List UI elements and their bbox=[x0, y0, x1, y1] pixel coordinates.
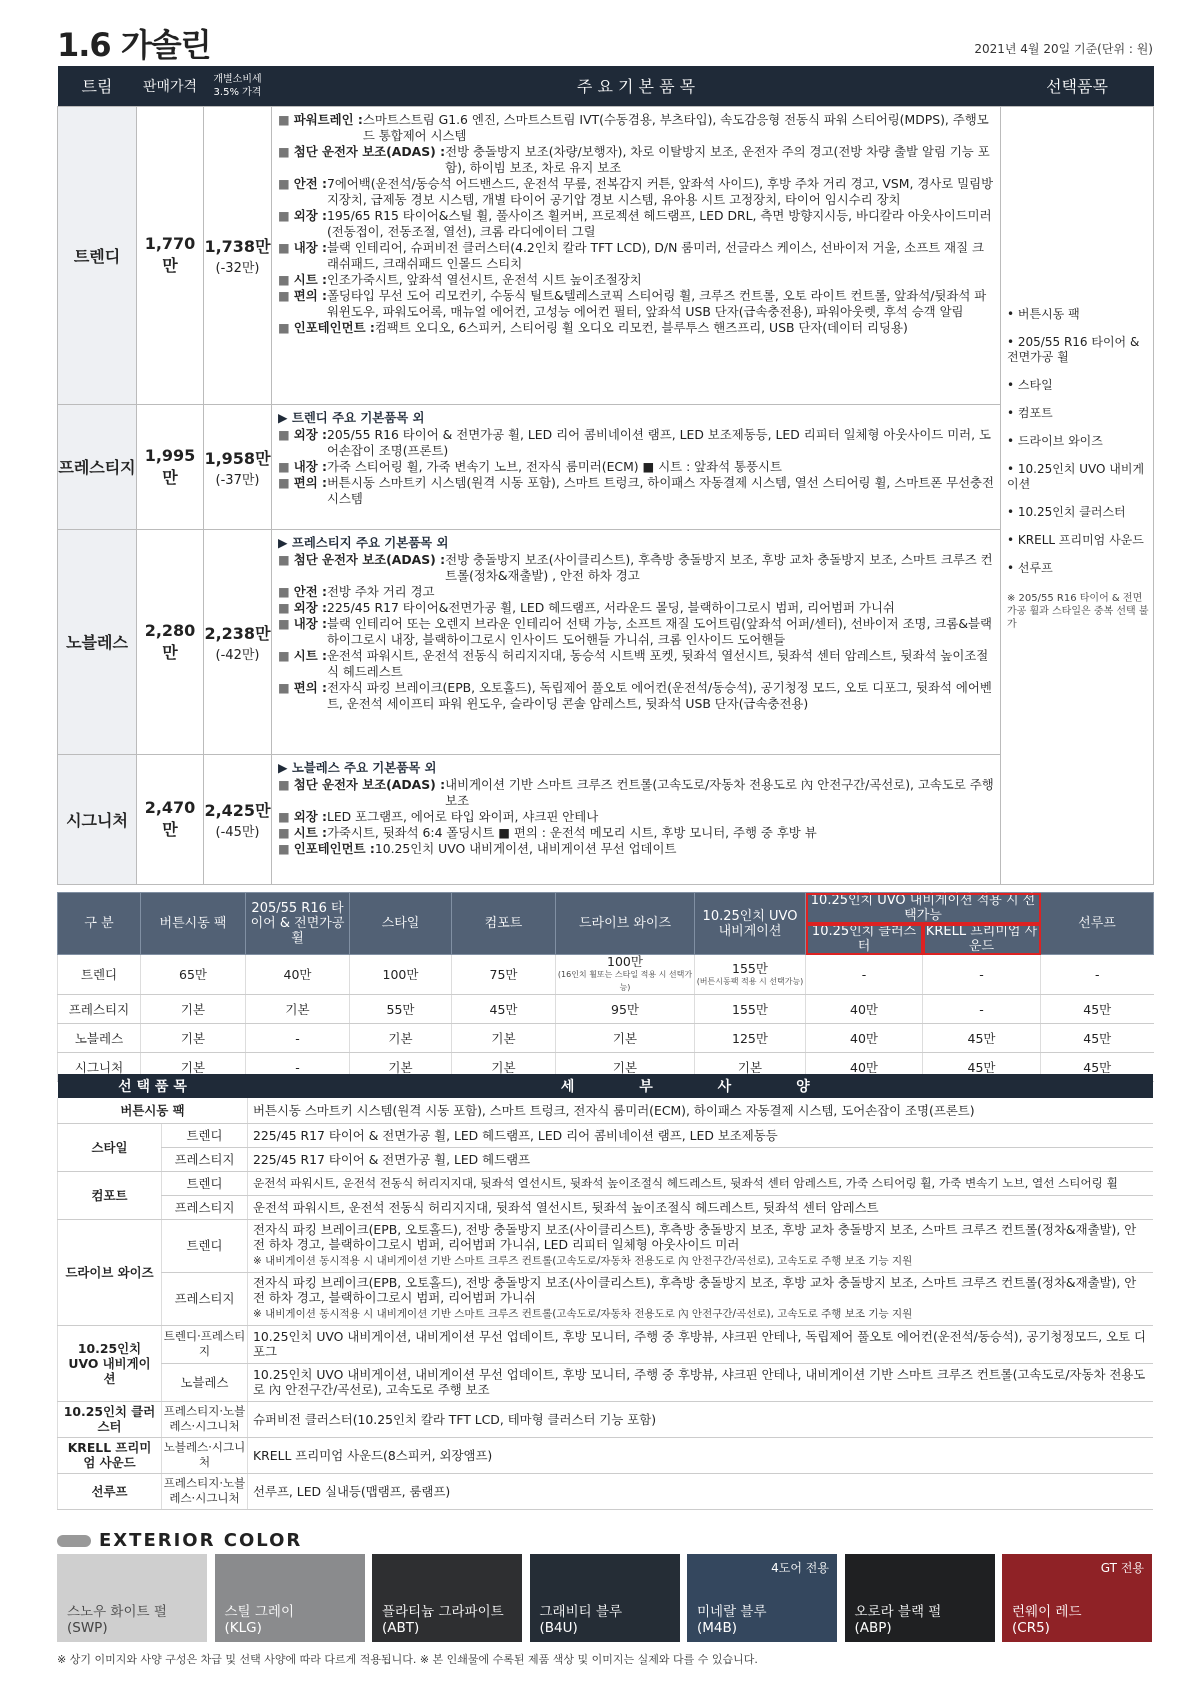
det-drive-trim2: 프레스티지 bbox=[162, 1272, 248, 1325]
opt-col-10: 선루프 bbox=[1041, 893, 1154, 955]
det-style-name: 스타일 bbox=[58, 1123, 162, 1171]
option-price-cell: - bbox=[806, 955, 923, 995]
det-nav-trim1: 트렌디·프레스티지 bbox=[162, 1325, 248, 1363]
tax-price: 2,238만 (-42만) bbox=[204, 529, 272, 754]
det-style-trim2: 프레스티지 bbox=[162, 1147, 248, 1171]
spec-row bbox=[58, 404, 1154, 529]
feature-item: ■ 편의 : 폴딩타입 무선 도어 리모컨키, 수동식 틸트&텔레스코픽 스티어링 휠, 크루즈 컨트롤, 오토 라이트 컨트롤, 앞좌석/뒷좌석 파워윈도우, 파워도어록, 매뉴얼 에어컨, 고성능 에어컨 필터, 앞좌석 USB 단자(급속충전용), 파워아웃렛, 후석 승객 알림 bbox=[278, 288, 994, 320]
feature-item: ■ 외장 : 195/65 R15 타이어&스틸 휠, 풀사이즈 휠커버, 프로젝션 헤드램프, LED DRL, 측면 방향지시등, 바디칼라 아웃사이드미러(전동접이, 전동조절, 열선), 크롬 라디에이터 그릴 bbox=[278, 208, 994, 240]
color-swatch bbox=[845, 1554, 995, 1642]
det-sunroof-name: 선루프 bbox=[58, 1473, 162, 1509]
color-name: 미네랄 블루 (M4B) bbox=[697, 1604, 767, 1636]
option-price-cell: 기본 bbox=[141, 1024, 246, 1053]
option-price-cell: 노블레스 bbox=[58, 1024, 141, 1053]
option-price-cell: 45만 bbox=[1041, 995, 1154, 1024]
det-drive-name: 드라이브 와이즈 bbox=[58, 1219, 162, 1325]
det-drive-spec1: 전자식 파킹 브레이크(EPB, 오토홀드), 전방 충돌방지 보조(사이클리스트), 후측방 충돌방지 보조, 후방 교차 충돌방지 보조, 스마트 크루즈 컨트롤(정차&재출발), 안전 하차 경고, 블랙하이그로시 범퍼, 리어범퍼 가니쉬, LED 리피터 일체형 아웃사이드 미러 ※ 내비게이션 동시적용 시 내비게이션 기반 스마트 크루즈 컨트롤(고속도로/자동차 전용도로 內 안전구간/곡선로), 고속도로 주행 보조 기능 지원 bbox=[248, 1219, 1154, 1272]
det-comfort-spec2: 운전석 파워시트, 운전석 전동식 허리지지대, 뒷좌석 열선시트, 뒷좌석 높이조절식 헤드레스트, 뒷좌석 센터 암레스트 bbox=[248, 1195, 1154, 1219]
option-price-cell: - bbox=[923, 995, 1041, 1024]
option-price-row bbox=[58, 995, 1154, 1024]
option-price-cell: 40만 bbox=[806, 1024, 923, 1053]
option-price-cell: 45만 bbox=[923, 1024, 1041, 1053]
option-price-cell: 기본 bbox=[556, 1024, 695, 1053]
option-detail-table bbox=[57, 1074, 1153, 1510]
spec-row bbox=[58, 529, 1154, 754]
option-item: • 컴포트 bbox=[1007, 406, 1149, 421]
opt-col-8: 10.25인치 클러스터 bbox=[806, 924, 923, 955]
option-price-cell: 프레스티지 bbox=[58, 995, 141, 1024]
option-item: • 버튼시동 팩 bbox=[1007, 307, 1149, 322]
tax-price: 2,425만 (-45만) bbox=[204, 754, 272, 884]
col-features: 주 요 기 본 품 목 bbox=[272, 66, 1001, 106]
option-item: • 10.25인치 클러스터 bbox=[1007, 505, 1149, 520]
opt-col-9: KRELL 프리미엄 사운드 bbox=[923, 924, 1041, 955]
sale-price: 2,280만 bbox=[137, 529, 204, 754]
opt-col-nav-group: 10.25인치 UVO 내비게이션 적용 시 선택가능 bbox=[806, 893, 1041, 924]
trim-name: 시그니처 bbox=[58, 754, 137, 884]
color-name: 오로라 블랙 펄 (ABP) bbox=[854, 1604, 942, 1636]
option-item: • 선루프 bbox=[1007, 561, 1149, 576]
option-price-cell: 기본 bbox=[695, 1053, 806, 1082]
feature-item: ■ 시트 : 운전석 파워시트, 운전석 전동식 허리지지대, 동승석 시트백 포켓, 뒷좌석 열선시트, 뒷좌석 센터 암레스트, 뒷좌석 높이조절식 헤드레스트 bbox=[278, 648, 994, 680]
det-nav-spec2: 10.25인치 UVO 내비게이션, 내비게이션 무선 업데이트, 후방 모니터, 주행 중 후방뷰, 샤크핀 안테나, 내비게이션 기반 스마트 크루즈 컨트롤(고속도로/자동차 전용도로 內 안전구간/곡선로), 고속도로 주행 보조 bbox=[248, 1363, 1154, 1401]
spec-row bbox=[58, 106, 1154, 404]
option-price-cell: 기본 bbox=[350, 1024, 452, 1053]
option-price-cell: 기본 bbox=[452, 1024, 556, 1053]
option-price-cell: 125만 bbox=[695, 1024, 806, 1053]
sale-price: 1,995만 bbox=[137, 404, 204, 529]
det-nav-trim2: 노블레스 bbox=[162, 1363, 248, 1401]
feature-item: ■ 내장 : 블랙 인테리어, 슈퍼비전 클러스터(4.2인치 칼라 TFT LCD), D/N 룸미러, 선글라스 케이스, 선바이저 거울, 소프트 재질 크래쉬패드, 크래쉬패드 인몰드 스티치 bbox=[278, 240, 994, 272]
option-price-cell: 95만 bbox=[556, 995, 695, 1024]
det-krell-spec: KRELL 프리미엄 사운드(8스피커, 외장앰프) bbox=[248, 1437, 1154, 1473]
exterior-color-heading: EXTERIOR COLOR bbox=[57, 1530, 302, 1551]
det-comfort-spec1: 운전석 파워시트, 운전석 전동식 허리지지대, 뒷좌석 열선시트, 뒷좌석 높이조절식 헤드레스트, 뒷좌석 센터 암레스트, 가죽 스티어링 휠, 가죽 변속기 노브, 열선 스티어링 휠 bbox=[248, 1171, 1154, 1195]
option-item: • 스타일 bbox=[1007, 378, 1149, 393]
option-price-cell: 40만 bbox=[246, 955, 350, 995]
option-price-cell: 45만 bbox=[452, 995, 556, 1024]
option-price-cell: 100만 (16인치 휠또는 스타일 적용 시 선택가능) bbox=[556, 955, 695, 995]
option-price-cell: 40만 bbox=[806, 995, 923, 1024]
det-nav-name: 10.25인치 UVO 내비게이션 bbox=[58, 1325, 162, 1401]
feature-item: ■ 시트 : 인조가죽시트, 앞좌석 열선시트, 운전석 시트 높이조절장치 bbox=[278, 272, 994, 288]
option-price-cell: 기본 bbox=[350, 1053, 452, 1082]
opt-col-2: 205/55 R16 타이어 & 전면가공 휠 bbox=[246, 893, 350, 955]
trim-name: 노블레스 bbox=[58, 529, 137, 754]
option-price-cell: 45만 bbox=[1041, 1024, 1154, 1053]
feature-item: ■ 내장 : 블랙 인테리어 또는 오렌지 브라운 인테리어 선택 가능, 소프트 재질 도어트림(앞좌석 어퍼/센터), 선바이저 조명, 크롬&블랙하이그로시 내장, 블랙하이그로시 인사이드 도어핸들 가니쉬, 크롬 인사이드 도어핸들 bbox=[278, 616, 994, 648]
feature-item: ■ 편의 : 전자식 파킹 브레이크(EPB, 오토홀드), 독립제어 풀오토 에어컨(운전석/동승석), 공기청정 모드, 오토 디포그, 뒷좌석 에어벤트, 운전석 세이프티 파워 윈도우, 슬라이딩 콘솔 암레스트, 뒷좌석 USB 단자(급속충전용) bbox=[278, 680, 994, 712]
det-nav-spec1: 10.25인치 UVO 내비게이션, 내비게이션 무선 업데이트, 후방 모니터, 주행 중 후방뷰, 샤크핀 안테나, 독립제어 풀오토 에어컨(운전석/동승석), 공기청정모드, 오토 디포그 bbox=[248, 1325, 1154, 1363]
page-title: 1.6 가솔린 bbox=[57, 26, 211, 64]
feature-item: ■ 파워트레인 : 스마트스트림 G1.6 엔진, 스마트스트림 IVT(수동겸용, 부츠타입), 속도감응형 전동식 파워 스티어링(MDPS), 주행모드 통합제어 시스템 bbox=[278, 112, 994, 144]
feature-base-note: ▶ 프레스티지 주요 기본품목 외 bbox=[278, 535, 994, 551]
feature-item: ■ 외장 : LED 포그램프, 에어로 타입 와이퍼, 샤크핀 안테나 bbox=[278, 809, 994, 825]
color-name: 스노우 화이트 펄 (SWP) bbox=[67, 1604, 167, 1636]
det-krell-trim: 노블레스·시그니처 bbox=[162, 1437, 248, 1473]
det-krell-name: KRELL 프리미엄 사운드 bbox=[58, 1437, 162, 1473]
opt-col-5: 드라이브 와이즈 bbox=[556, 893, 695, 955]
option-price-row bbox=[58, 1024, 1154, 1053]
color-name: 플라티늄 그라파이트 (ABT) bbox=[382, 1604, 504, 1636]
price-date: 2021년 4월 20일 기준(단위 : 원) bbox=[974, 42, 1153, 56]
option-price-cell: - bbox=[923, 955, 1041, 995]
color-swatch bbox=[1002, 1554, 1152, 1642]
feature-item: ■ 첨단 운전자 보조(ADAS) : 전방 충돌방지 보조(사이클리스트), 후측방 충돌방지 보조, 후방 교차 충돌방지 보조, 스마트 크루즈 컨트롤(정차&재출발) , 안전 하차 경고 bbox=[278, 552, 994, 584]
color-tag: 4도어 전용 bbox=[771, 1561, 829, 1575]
option-price-cell: 트렌디 bbox=[58, 955, 141, 995]
color-tag: GT 전용 bbox=[1100, 1561, 1144, 1575]
det-sunroof-trim: 프레스티지·노블레스·시그니처 bbox=[162, 1473, 248, 1509]
color-swatch bbox=[687, 1554, 837, 1642]
feature-item: ■ 안전 : 전방 주차 거리 경고 bbox=[278, 584, 994, 600]
sale-price: 2,470만 bbox=[137, 754, 204, 884]
feature-list bbox=[272, 529, 1001, 754]
option-price-table bbox=[57, 892, 1153, 1082]
sale-price: 1,770만 bbox=[137, 106, 204, 404]
option-note: ※ 205/55 R16 타이어 & 전면가공 휠과 스타일은 중복 선택 불가 bbox=[1007, 592, 1149, 630]
feature-item: ■ 인포테인먼트 : 10.25인치 UVO 내비게이션, 내비게이션 무선 업데이트 bbox=[278, 841, 994, 857]
feature-base-note: ▶ 트렌디 주요 기본품목 외 bbox=[278, 410, 994, 426]
feature-list bbox=[272, 106, 1001, 404]
option-item: • KRELL 프리미엄 사운드 bbox=[1007, 533, 1149, 548]
option-price-cell: 시그니처 bbox=[58, 1053, 141, 1082]
spec-table bbox=[57, 66, 1153, 885]
trim-name: 트렌디 bbox=[58, 106, 137, 404]
opt-col-6: 10.25인치 UVO 내비게이션 bbox=[695, 893, 806, 955]
color-name: 그래비티 블루 (B4U) bbox=[539, 1604, 623, 1636]
option-price-cell: 기본 bbox=[556, 1053, 695, 1082]
col-price: 판매가격 bbox=[137, 66, 204, 106]
tax-price: 1,738만 (-32만) bbox=[204, 106, 272, 404]
option-price-cell: 기본 bbox=[141, 1053, 246, 1082]
det-comfort-trim2: 프레스티지 bbox=[162, 1195, 248, 1219]
spec-row bbox=[58, 754, 1154, 884]
option-price-cell: 기본 bbox=[141, 995, 246, 1024]
det-cluster-trim: 프레스티지·노블레스·시그니처 bbox=[162, 1401, 248, 1437]
det-button-spec: 버튼시동 스마트키 시스템(원격 시동 포함), 스마트 트렁크, 전자식 룸미러(ECM), 하이패스 자동결제 시스템, 도어손잡이 조명(프론트) bbox=[248, 1098, 1154, 1123]
det-comfort-trim1: 트렌디 bbox=[162, 1171, 248, 1195]
feature-list bbox=[272, 404, 1001, 529]
opt-col-4: 컴포트 bbox=[452, 893, 556, 955]
det-drive-trim1: 트렌디 bbox=[162, 1219, 248, 1272]
feature-item: ■ 시트 : 가죽시트, 뒷좌석 6:4 폴딩시트 ■ 편의 : 운전석 메모리 시트, 후방 모니터, 주행 중 후방 뷰 bbox=[278, 825, 994, 841]
det-style-spec2: 225/45 R17 타이어 & 전면가공 휠, LED 헤드램프 bbox=[248, 1147, 1154, 1171]
feature-item: ■ 외장 : 205/55 R16 타이어 & 전면가공 휠, LED 리어 콤비네이션 램프, LED 보조제동등, LED 리피터 일체형 아웃사이드 미러, 도어손잡이 조명(프론트) bbox=[278, 427, 994, 459]
color-swatch bbox=[57, 1554, 207, 1642]
option-price-cell: 155만 (버튼시동팩 적용 시 선택가능) bbox=[695, 955, 806, 995]
option-price-cell: 45만 bbox=[1041, 1053, 1154, 1082]
option-price-cell: 100만 bbox=[350, 955, 452, 995]
det-sunroof-spec: 선루프, LED 실내등(맵램프, 룸램프) bbox=[248, 1473, 1154, 1509]
option-price-cell: 40만 bbox=[806, 1053, 923, 1082]
option-item: • 205/55 R16 타이어 & 전면가공 휠 bbox=[1007, 335, 1149, 365]
feature-item: ■ 외장 : 225/45 R17 타이어&전면가공 휠, LED 헤드램프, 서라운드 몰딩, 블랙하이그로시 범퍼, 리어범퍼 가니쉬 bbox=[278, 600, 994, 616]
det-col-option: 선 택 품 목 bbox=[58, 1074, 248, 1098]
feature-base-note: ▶ 노블레스 주요 기본품목 외 bbox=[278, 760, 994, 776]
option-price-cell: - bbox=[246, 1053, 350, 1082]
det-style-spec1: 225/45 R17 타이어 & 전면가공 휠, LED 헤드램프, LED 리어 콤비네이션 램프, LED 보조제동등 bbox=[248, 1123, 1154, 1147]
color-swatch bbox=[215, 1554, 365, 1642]
heading-bar-icon bbox=[57, 1535, 91, 1547]
option-price-cell: 155만 bbox=[695, 995, 806, 1024]
det-style-trim1: 트렌디 bbox=[162, 1123, 248, 1147]
det-drive-spec2: 전자식 파킹 브레이크(EPB, 오토홀드), 전방 충돌방지 보조(사이클리스트), 후측방 충돌방지 보조, 후방 교차 충돌방지 보조, 스마트 크루즈 컨트롤(정차&재출발), 안전 하차 경고, 블랙하이그로시 범퍼, 리어범퍼 가니쉬 ※ 내비게이션 동시적용 시 내비게이션 기반 스마트 크루즈 컨트롤(고속도로/자동차 전용도로 內 안전구간/곡선로), 고속도로 주행 보조 기능 지원 bbox=[248, 1272, 1154, 1325]
det-cluster-spec: 슈퍼비전 클러스터(10.25인치 칼라 TFT LCD, 테마형 클러스터 기능 포함) bbox=[248, 1401, 1154, 1437]
feature-list bbox=[272, 754, 1001, 884]
det-col-spec: 세 부 사 양 bbox=[248, 1074, 1154, 1098]
feature-item: ■ 안전 : 7에어백(운전석/동승석 어드밴스드, 운전석 무릎, 전복감지 커튼, 앞좌석 사이드), 후방 주차 거리 경고, VSM, 경사로 밀림방지장치, 급제동 경보 시스템, 개별 타이어 공기압 경보 시스템, 유아용 시트 고정장치, 타이어 임시수리 장치 bbox=[278, 176, 994, 208]
footer-note: ※ 상기 이미지와 사양 구성은 차급 및 선택 사양에 따라 다르게 적용됩니다. ※ 본 인쇄물에 수록된 제품 색상 및 이미지는 실제와 다를 수 있습니다. bbox=[57, 1653, 758, 1666]
feature-item: ■ 내장 : 가죽 스티어링 휠, 가죽 변속기 노브, 전자식 룸미러(ECM) ■ 시트 : 앞좌석 통풍시트 bbox=[278, 459, 994, 475]
option-price-row bbox=[58, 955, 1154, 995]
tax-price: 1,958만 (-37만) bbox=[204, 404, 272, 529]
color-swatch bbox=[530, 1554, 680, 1642]
option-item: • 드라이브 와이즈 bbox=[1007, 434, 1149, 449]
trim-name: 프레스티지 bbox=[58, 404, 137, 529]
opt-col-0: 구 분 bbox=[58, 893, 141, 955]
det-button-name: 버튼시동 팩 bbox=[58, 1098, 248, 1123]
det-comfort-name: 컴포트 bbox=[58, 1171, 162, 1219]
col-options: 선택품목 bbox=[1001, 66, 1154, 106]
option-price-cell: 기본 bbox=[452, 1053, 556, 1082]
opt-col-3: 스타일 bbox=[350, 893, 452, 955]
col-trim: 트림 bbox=[58, 66, 137, 106]
color-swatch bbox=[372, 1554, 522, 1642]
option-price-cell: 65만 bbox=[141, 955, 246, 995]
det-cluster-name: 10.25인치 클러스터 bbox=[58, 1401, 162, 1437]
color-name: 스틸 그레이 (KLG) bbox=[224, 1604, 294, 1636]
feature-item: ■ 첨단 운전자 보조(ADAS) : 전방 충돌방지 보조(차량/보행자), 차로 이탈방지 보조, 운전자 주의 경고(전방 차량 출발 알림 기능 포함), 하이빔 보조, 차로 유지 보조 bbox=[278, 144, 994, 176]
option-price-cell: 75만 bbox=[452, 955, 556, 995]
option-list bbox=[1001, 106, 1154, 884]
feature-item: ■ 인포테인먼트 : 컴팩트 오디오, 6스피커, 스티어링 휠 오디오 리모컨, 블루투스 핸즈프리, USB 단자(데이터 리딩용) bbox=[278, 320, 994, 336]
option-item: • 10.25인치 UVO 내비게이션 bbox=[1007, 462, 1149, 492]
col-tax: 개별소비세 3.5% 가격 bbox=[204, 66, 272, 106]
color-name: 런웨이 레드 (CR5) bbox=[1012, 1604, 1082, 1636]
feature-item: ■ 첨단 운전자 보조(ADAS) : 내비게이션 기반 스마트 크루즈 컨트롤(고속도로/자동차 전용도로 內 안전구간/곡선로), 고속도로 주행 보조 bbox=[278, 777, 994, 809]
option-price-cell: 기본 bbox=[246, 995, 350, 1024]
feature-item: ■ 편의 : 버튼시동 스마트키 시스템(원격 시동 포함), 스마트 트렁크, 하이패스 자동결제 시스템, 열선 스티어링 휠, 스마트폰 무선충전 시스템 bbox=[278, 475, 994, 507]
option-price-cell: 55만 bbox=[350, 995, 452, 1024]
option-price-cell: 45만 bbox=[923, 1053, 1041, 1082]
opt-col-1: 버튼시동 팩 bbox=[141, 893, 246, 955]
option-price-cell: - bbox=[1041, 955, 1154, 995]
option-price-cell: - bbox=[246, 1024, 350, 1053]
